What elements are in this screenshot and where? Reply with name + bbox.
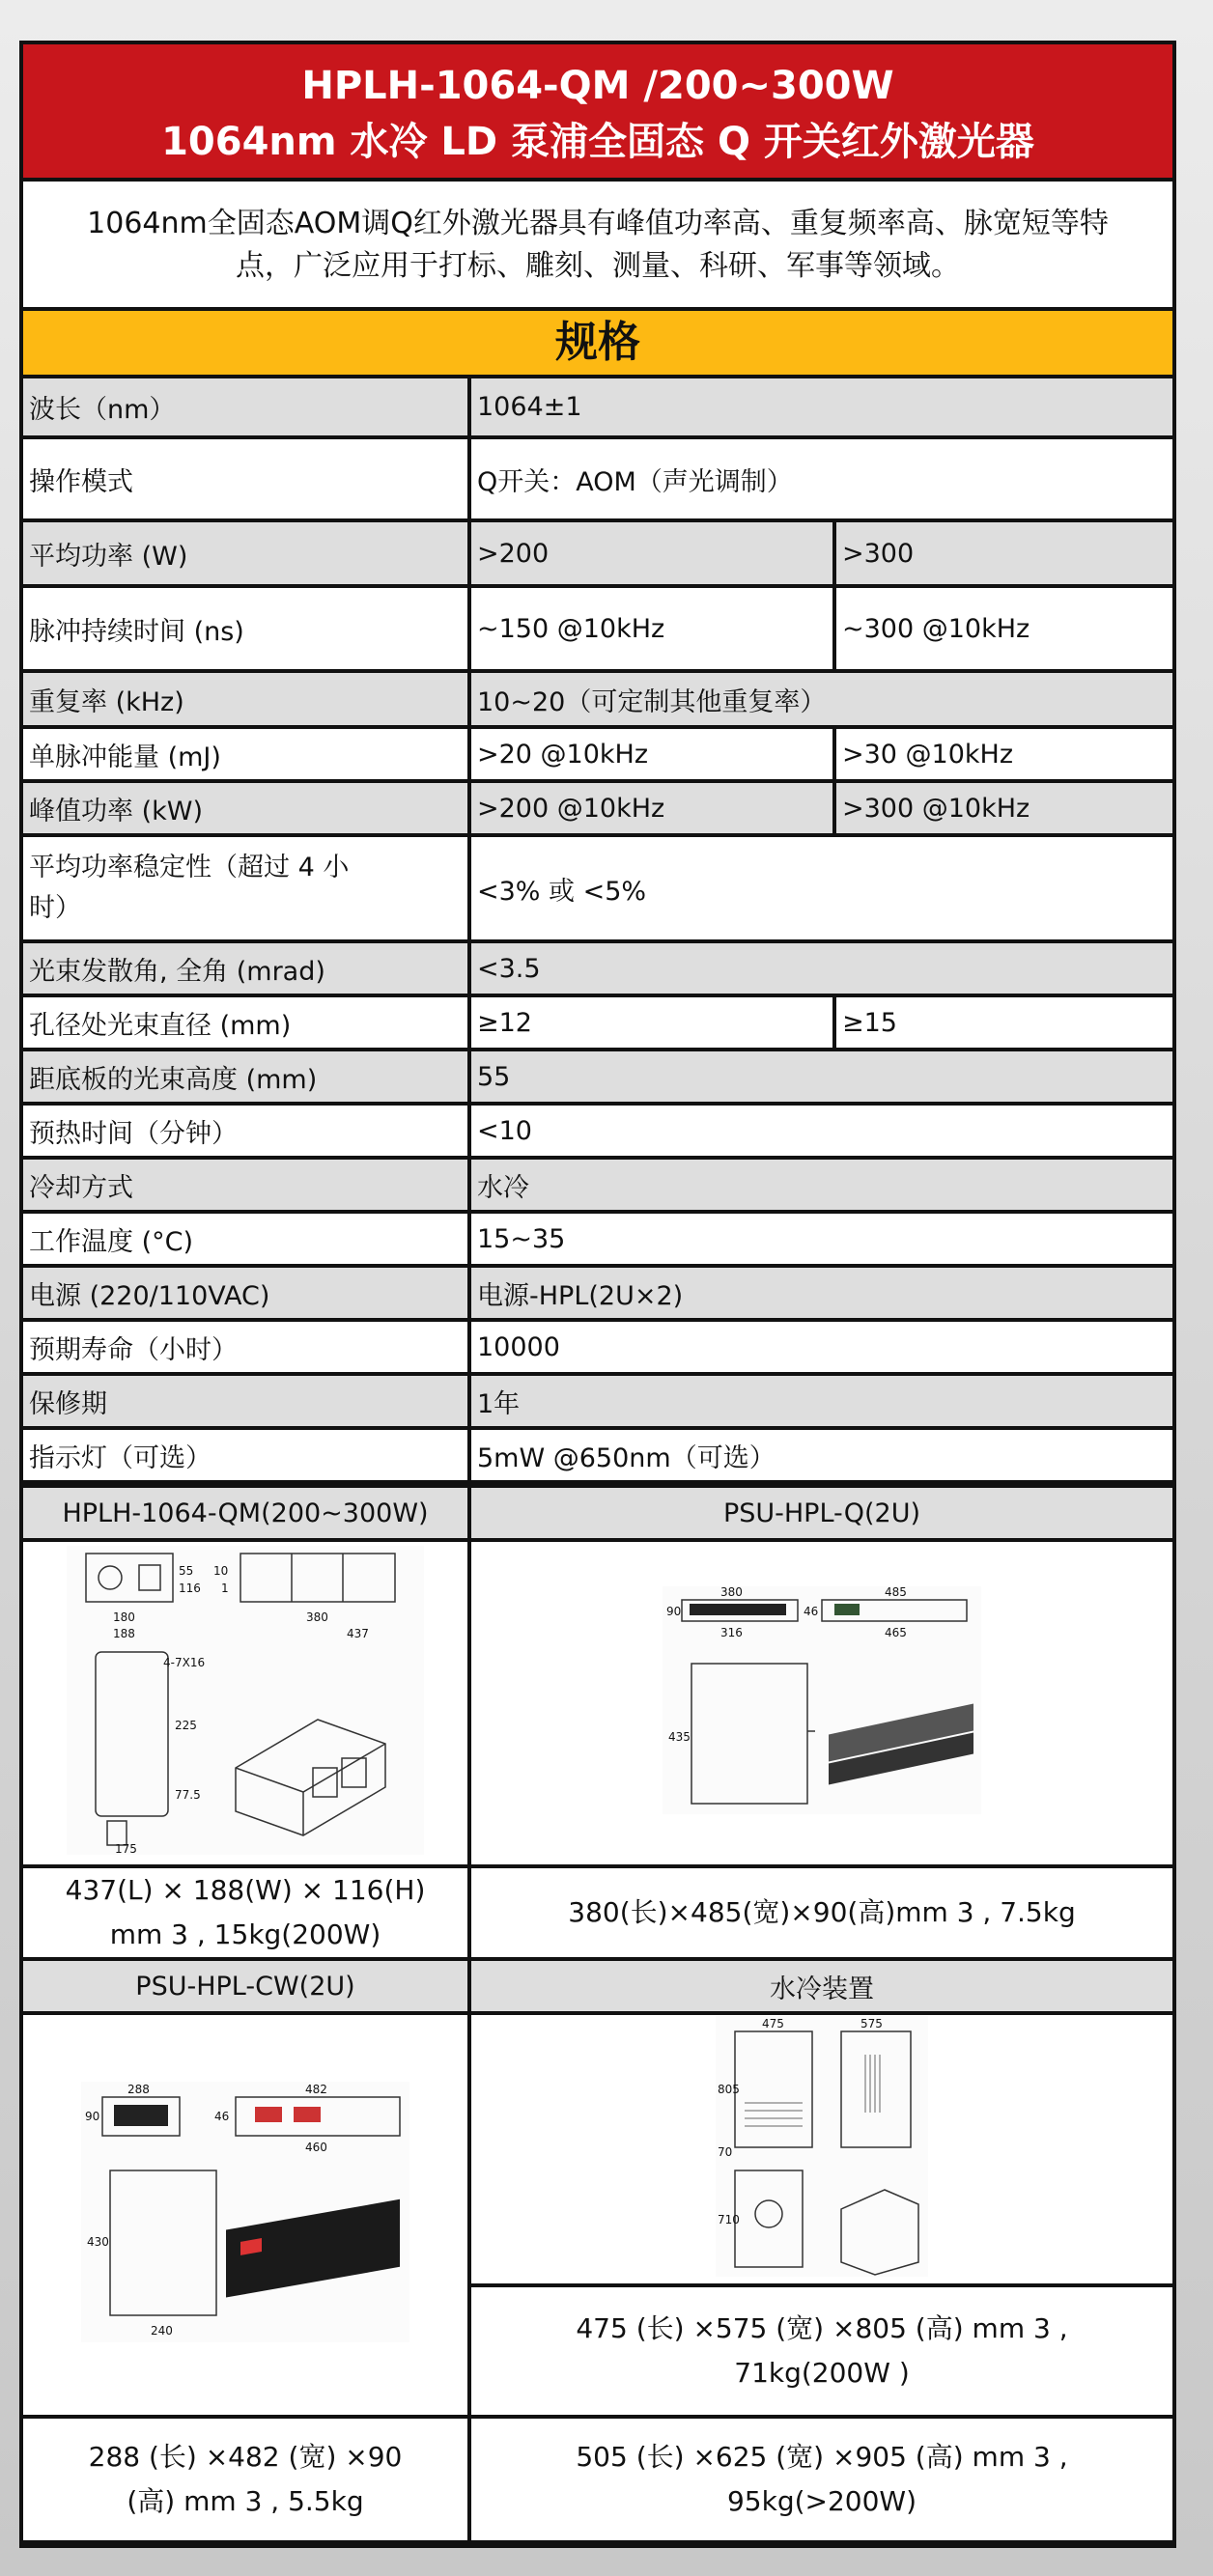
spec-value: <10: [469, 1104, 1172, 1158]
spec-value-200w: ~150 @10kHz: [469, 586, 834, 671]
spec-label: 电源 (220/110VAC): [23, 1266, 469, 1320]
spec-sheet: [19, 41, 1176, 2548]
spec-label: 预期寿命（小时）: [23, 1320, 469, 1374]
chiller-dimensions-200w: [469, 2285, 1172, 2417]
drawing-label: 240: [151, 2323, 173, 2338]
title-line-2: 1064nm 水冷 LD 泵浦全固态 Q 开关红外激光器: [161, 120, 1034, 164]
psu-cw-dim-line-2: (高) mm 3 , 5.5kg: [127, 2485, 364, 2517]
spec-row: [23, 1374, 1172, 1428]
drawing-label: 4-7X16: [163, 1655, 206, 1669]
chiller-dimension-drawing: [716, 2016, 928, 2277]
drawing-label: 90: [85, 2109, 100, 2123]
product-dim-row: [23, 1866, 1172, 1959]
intro-line-2: 点，广泛应用于打标、雕刻、测量、科研、军事等领域。: [236, 249, 960, 283]
spec-label: 预热时间（分钟）: [23, 1104, 469, 1158]
spec-value: <3% 或 <5%: [469, 835, 1172, 941]
product-name-row: [23, 1486, 1172, 1540]
product-name-psu-cw: PSU-HPL-CW(2U): [23, 1959, 469, 2013]
drawing-label: 188: [113, 1626, 135, 1640]
spec-row: [23, 1158, 1172, 1212]
drawing-label: 465: [885, 1625, 907, 1639]
spec-row: [23, 727, 1172, 781]
spec-value: Q开关：AOM（声光调制）: [469, 437, 1172, 520]
drawing-label: 46: [214, 2109, 230, 2123]
drawing-label: 475: [762, 2016, 784, 2030]
chiller-dimensions-over-200w: [469, 2417, 1172, 2542]
drawing-label: 437: [347, 1626, 369, 1640]
spec-label: 指示灯（可选）: [23, 1428, 469, 1482]
spec-value: <3.5: [469, 941, 1172, 995]
spec-label: 工作温度 (°C): [23, 1212, 469, 1266]
spec-row: [23, 520, 1172, 586]
spec-label: 平均功率 (W): [23, 520, 469, 586]
spec-label: 脉冲持续时间 (ns): [23, 586, 469, 671]
spec-value-300w: >300 @10kHz: [834, 781, 1172, 835]
title-block: [23, 44, 1172, 178]
spec-value-300w: ~300 @10kHz: [834, 586, 1172, 671]
spec-value-300w: >300: [834, 520, 1172, 586]
spec-label: 重复率 (kHz): [23, 671, 469, 727]
spec-row: [23, 941, 1172, 995]
psu-q-dimension-drawing: [663, 1586, 981, 1814]
drawing-label: 77.5: [175, 1787, 201, 1802]
spec-label: 操作模式: [23, 437, 469, 520]
drawing-label: 435: [668, 1729, 691, 1744]
spec-row: [23, 1212, 1172, 1266]
spec-value: 水冷: [469, 1158, 1172, 1212]
drawing-label: 288: [127, 2082, 150, 2096]
chiller-dim1-line-2: 71kg(200W ): [734, 2357, 910, 2389]
spec-row: [23, 1428, 1172, 1482]
spec-row: [23, 671, 1172, 727]
spec-value-300w: ≥15: [834, 995, 1172, 1050]
spec-value-200w: >20 @10kHz: [469, 727, 834, 781]
drawing-label: 46: [804, 1604, 819, 1618]
spec-label: 距底板的光束高度 (mm): [23, 1050, 469, 1104]
psu-q-dimensions: 380(长)×485(宽)×90(高)mm 3 , 7.5kg: [469, 1866, 1172, 1959]
product-name-chiller: 水冷装置: [469, 1959, 1172, 2013]
spec-label: 单脉冲能量 (mJ): [23, 727, 469, 781]
drawing-label: 380: [720, 1585, 743, 1599]
spec-heading: 规格: [23, 307, 1172, 375]
drawing-label: 55: [179, 1563, 194, 1578]
product-name-psu-q: PSU-HPL-Q(2U): [469, 1486, 1172, 1540]
spec-label: 保修期: [23, 1374, 469, 1428]
spec-label: 冷却方式: [23, 1158, 469, 1212]
drawing-label: 70: [718, 2144, 733, 2159]
spec-row: [23, 835, 1172, 941]
drawing-label: 485: [885, 1585, 907, 1599]
drawing-label: 10: [213, 1563, 229, 1578]
drawing-label: 380: [306, 1610, 328, 1624]
laser-dimension-drawing: [67, 1546, 424, 1855]
chiller-dim1-line-1: 475 (长) ×575 (宽) ×805 (高) mm 3 ,: [576, 2312, 1068, 2344]
laser-dim-line-2: mm 3 , 15kg(200W): [109, 1918, 381, 1950]
psu-q-drawing-cell: [469, 1540, 1172, 1866]
spec-row: [23, 586, 1172, 671]
drawing-label: 805: [718, 2082, 740, 2096]
spec-row: [23, 1320, 1172, 1374]
spec-value: 15~35: [469, 1212, 1172, 1266]
drawing-label: 482: [305, 2082, 327, 2096]
psu-cw-dim-line-1: 288 (长) ×482 (宽) ×90: [88, 2441, 403, 2473]
spec-value-200w: >200: [469, 520, 834, 586]
spec-label-line-1: 平均功率稳定性（超过 4 小: [29, 853, 350, 882]
spec-row: [23, 781, 1172, 835]
spec-row: [23, 1050, 1172, 1104]
spec-value-200w: ≥12: [469, 995, 834, 1050]
drawing-label: 710: [718, 2212, 740, 2226]
spec-value: 5mW @650nm（可选）: [469, 1428, 1172, 1482]
spec-value: 1064±1: [469, 377, 1172, 437]
spec-row: [23, 437, 1172, 520]
chiller-dim2-line-2: 95kg(>200W): [726, 2485, 917, 2517]
drawing-label: 116: [179, 1581, 201, 1595]
spec-label: 波长（nm）: [23, 377, 469, 437]
drawing-label: 460: [305, 2140, 327, 2154]
spec-value: 10000: [469, 1320, 1172, 1374]
spec-label: [23, 835, 469, 941]
intro-line-1: 1064nm全固态AOM调Q红外激光器具有峰值功率高、重复频率高、脉宽短等特: [87, 207, 1109, 240]
chiller-dim2-line-1: 505 (长) ×625 (宽) ×905 (高) mm 3 ,: [576, 2441, 1068, 2473]
spec-row: [23, 995, 1172, 1050]
spec-label-line-2: 时）: [29, 893, 81, 923]
chiller-drawing-cell: [469, 2013, 1172, 2285]
spec-value-300w: >30 @10kHz: [834, 727, 1172, 781]
intro-block: [23, 178, 1172, 307]
spec-value: 10~20（可定制其他重复率）: [469, 671, 1172, 727]
spec-label: 孔径处光束直径 (mm): [23, 995, 469, 1050]
drawing-label: 180: [113, 1610, 135, 1624]
laser-dimensions: [23, 1866, 469, 1959]
psu-cw-dimension-drawing: [81, 2082, 409, 2342]
spec-row: [23, 1104, 1172, 1158]
spec-value-200w: >200 @10kHz: [469, 781, 834, 835]
product-table: [23, 1484, 1172, 2544]
spec-value: 55: [469, 1050, 1172, 1104]
laser-drawing-cell: [23, 1540, 469, 1866]
psu-cw-dimensions: [23, 2417, 469, 2542]
drawing-label: 316: [720, 1625, 743, 1639]
spec-table: [23, 375, 1172, 1484]
spec-row: [23, 1266, 1172, 1320]
title-line-1: HPLH-1064-QM /200~300W: [301, 64, 894, 108]
spec-value: 1年: [469, 1374, 1172, 1428]
spec-value: 电源-HPL(2U×2): [469, 1266, 1172, 1320]
product-name-row: [23, 1959, 1172, 2013]
psu-cw-drawing-cell: [23, 2013, 469, 2417]
drawing-label: 90: [666, 1604, 682, 1618]
drawing-label: 1: [221, 1581, 229, 1595]
spec-row: [23, 377, 1172, 437]
drawing-label: 430: [87, 2234, 109, 2249]
product-drawing-row: [23, 1540, 1172, 1866]
product-drawing-row: [23, 2013, 1172, 2285]
drawing-label: 175: [115, 1841, 137, 1855]
laser-dim-line-1: 437(L) × 188(W) × 116(H): [65, 1874, 426, 1906]
spec-label: 光束发散角, 全角 (mrad): [23, 941, 469, 995]
product-dim-row: [23, 2417, 1172, 2542]
product-name-laser: HPLH-1064-QM(200~300W): [23, 1486, 469, 1540]
spec-label: 峰值功率 (kW): [23, 781, 469, 835]
drawing-label: 575: [860, 2016, 883, 2030]
drawing-label: 225: [175, 1718, 197, 1732]
